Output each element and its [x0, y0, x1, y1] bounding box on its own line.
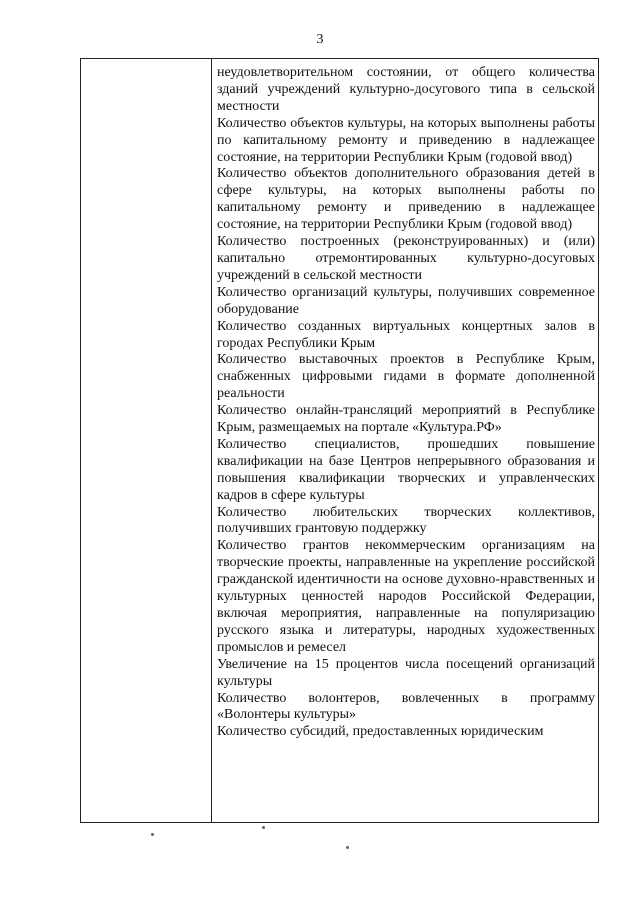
- indicator-text: Количество созданных виртуальных концертных залов в городах Республики Крым: [217, 318, 595, 351]
- indicator-text: Количество любительских творческих коллективов, получивших грантовую поддержку: [217, 504, 595, 537]
- indicator-text: Количество специалистов, прошедших повышение квалификации на базе Центров непрерывного образования и повышения квалификации творческих и управленческих кадров в сфере культуры: [217, 436, 595, 503]
- indicator-text: Количество построенных (реконструированных) и (или) капитально отремонтированных культурно-досуговых учреждений в сельской местности: [217, 234, 595, 283]
- indicator-text: Количество онлайн-трансляций мероприятий в Республике Крым, размещаемых на портале «Культура.РФ»: [217, 403, 595, 436]
- scan-artifact: [262, 826, 265, 829]
- indicator-text: Количество волонтеров, вовлеченных в программу «Волонтеры культуры»: [217, 690, 595, 723]
- indicator-table: [80, 58, 599, 823]
- indicator-text: Увеличение на 15 процентов числа посещений организаций культуры: [217, 656, 595, 689]
- indicator-text: Количество объектов культуры, на которых выполнены работы по капитальному ремонту и приведению в надлежащее состояние, на территории Республики Крым (годовой ввод): [217, 115, 595, 165]
- scan-artifact: [346, 846, 349, 849]
- page-number: 3: [316, 32, 324, 47]
- scan-artifact: [151, 833, 154, 836]
- indicator-text: Количество выставочных проектов в Республике Крым, снабженных цифровыми гидами в формате дополненной реальности: [217, 352, 595, 402]
- table-left-column: [81, 59, 212, 822]
- indicator-text: Количество организаций культуры, получивших современное оборудование: [217, 284, 595, 317]
- table-right-column: [212, 59, 598, 822]
- indicator-text: неудовлетворительном состоянии, от общего количества зданий учреждений культурно-досугового типа в сельской местности: [217, 65, 595, 114]
- indicator-text: Количество субсидий, предоставленных юридическим: [217, 724, 544, 740]
- indicator-text: Количество грантов некоммерческим организациям на творческие проекты, направленные на укрепление российской гражданской идентичности на основе духовно-нравственных и культурных ценностей народов Российской Федерации, включая мероприятия, направленные на популяризацию русского языка и литературы, народных художественных промыслов и ремесел: [217, 538, 595, 655]
- indicator-text: Количество объектов дополнительного образования детей в сфере культуры, на которых выполнены работы по капитальному ремонту и приведению в надлежащее состояние, на территории Республики Крым (годовой ввод): [217, 166, 595, 233]
